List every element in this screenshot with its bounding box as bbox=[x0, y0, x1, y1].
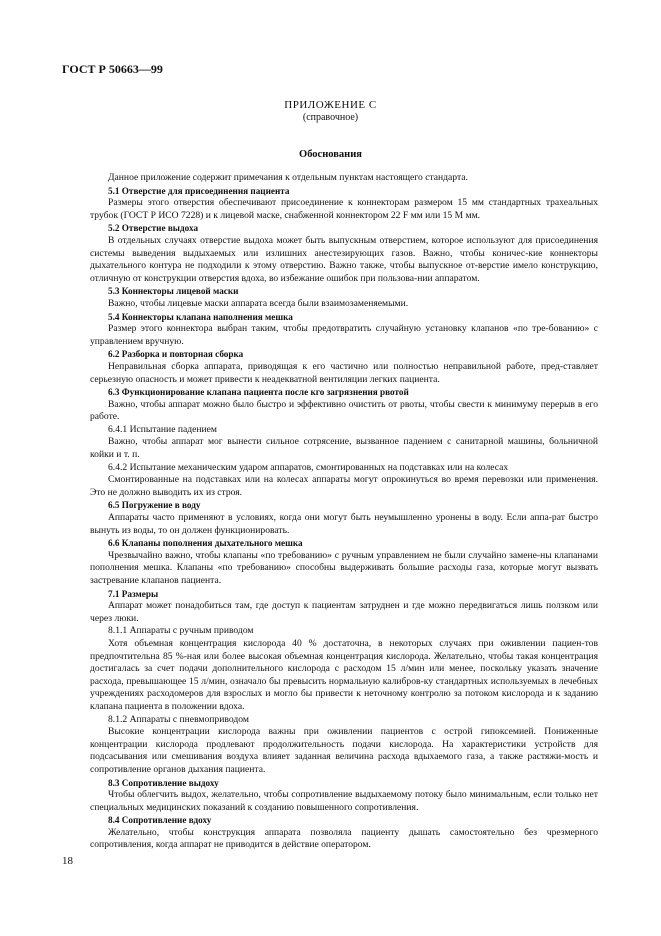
heading-5-2: 5.2 Отверстие выдоха bbox=[108, 223, 199, 234]
document-body bbox=[90, 172, 598, 852]
page-number: 18 bbox=[62, 855, 73, 867]
document-number: ГОСТ Р 50663—99 bbox=[62, 62, 163, 76]
heading-6-2: 6.2 Разборка и повторная сборка bbox=[108, 349, 244, 360]
heading-5-1: 5.1 Отверстие для присоединения пациента bbox=[108, 185, 290, 196]
paragraph-6-3: Важно, чтобы аппарат можно было быстро и эффективно очистить от рвоты, чтобы свести к минимуму перерыв в его работе. bbox=[90, 398, 598, 423]
paragraph-5-4: Размер этого коннектора выбран таким, чтобы предотвратить случайную установку клапанов «по тре-бованию» с управлением вручную. bbox=[90, 323, 598, 347]
heading-6-4-1: 6.4.1 Испытание падением bbox=[108, 423, 217, 435]
appendix-title: ПРИЛОЖЕНИЕ С bbox=[284, 99, 377, 111]
paragraph-6-6: Чрезвычайно важно, чтобы клапаны «по требованию» с ручным управлением не были случайно замене-ны клапанами пополнения мешка. Клапаны «по требованию» способны выдерживать большие расходы газа, которые могут вызвать застревание клапанов пациента. bbox=[90, 549, 598, 586]
paragraph-5-3: Важно, чтобы лицевые маски аппарата всегда были взаимозаменяемыми. bbox=[108, 297, 409, 309]
heading-6-3: 6.3 Функционирование клапана пациента после кго загрязнения рвотой bbox=[108, 387, 409, 398]
paragraph-8-3: Чтобы облегчить выдох, желательно, чтобы сопротивление выдыхаемому потоку было минимальным, если только нет специальных медицинских показаний к созданию повышенного сопротивления. bbox=[90, 789, 598, 813]
paragraph-8-4: Желательно, чтобы конструкция аппарата позволяла пациенту дышать самостоятельно без чрезмерного сопротивления, когда аппарат не приводится в действие оператором. bbox=[90, 826, 598, 851]
paragraph-8-1-2: Высокие концентрации кислорода важны при оживлении пациентов с острой гипоксемией. Пониженные концентрации кислорода продлевают продолжительность подачи кислорода. На характеристики устройств для подсасывания или смешивания воздуха влияет заданная величина расхода вдыхаемого газа, а также растяжи-мость и сопротивление органов дыхания пациента. bbox=[90, 726, 598, 775]
heading-5-4: 5.4 Коннекторы клапана наполнения мешка bbox=[108, 311, 293, 322]
heading-6-5: 6.5 Погружение в воду bbox=[108, 500, 201, 511]
heading-6-6: 6.6 Клапаны пополнения дыхательного мешка bbox=[108, 538, 303, 549]
section-heading: Обоснования bbox=[299, 149, 362, 160]
heading-5-3: 5.3 Коннекторы лицевой маски bbox=[108, 286, 239, 297]
heading-6-4-2: 6.4.2 Испытание механическим ударом аппаратов, смонтированных на подставках или на колесах bbox=[108, 461, 509, 473]
paragraph-6-4-2: Смонтированные на подставках или на колесах аппараты могут опрокинуться во время перевозки или применения. Это не должно выводить их из строя. bbox=[90, 474, 598, 498]
heading-8-1-1: 8.1.1 Аппараты с ручным приводом bbox=[108, 625, 254, 637]
heading-8-3: 8.3 Сопротивление выдоху bbox=[108, 777, 219, 788]
heading-8-1-2: 8.1.2 Аппараты с пневмоприводом bbox=[108, 713, 249, 725]
paragraph-8-1-1: Хотя объемная концентрация кислорода 40 % достаточна, в некоторых случаях при оживлении пациен-тов предпочтительна 85 %-ная или более высокая объемная концентрация кислорода. Желательно, чтобы такая концентрация достигалась за счет подачи дополнительного кислорода с расходом 15 л/мин или менее, поскольку указать значение расхода, превышающее 15 л/мин, означало бы превысить нормальную калибров-ку стандартных используемых в лечебных учреждениях расходомеров для взрослых и могло бы привести к неточному контролю за потоком кислорода и к заданию клапана пациента в положении вдоха. bbox=[90, 637, 598, 712]
paragraph-6-4-1: Важно, чтобы аппарат мог вынести сильное сотрясение, вызванное падением с санитарной машины, больничной койки и т. п. bbox=[90, 436, 598, 461]
appendix-subtitle: (справочное) bbox=[302, 112, 359, 123]
paragraph-7-1: Аппарат может понадобиться там, где доступ к пациентам затруднен и где можно передвигаться лишь ползком или через люки. bbox=[90, 600, 598, 624]
paragraph-6-2: Неправильная сборка аппарата, приводящая к его частично или полностью неправильной работе, пред-ставляет серьезную опасность и может привести к неадекватной вентиляции легких пациента. bbox=[90, 360, 598, 385]
heading-8-4: 8.4 Сопротивление вдоху bbox=[108, 815, 212, 826]
paragraph-6-5: Аппараты часто применяют в условиях, когда они могут быть неумышленно уронены в воду. Если аппа-рат быстро вынуть из воды, то он должен функционировать. bbox=[90, 512, 598, 536]
intro-paragraph: Данное приложение содержит примечания к отдельным пунктам настоящего стандарта. bbox=[108, 172, 468, 183]
paragraph-5-2: В отдельных случаях отверстие выдоха может быть выпускным отверстием, которое используют для присоединения системы выведения выдыхаемых или излишних анестезирующих газов. Важно, чтобы коничес-кие коннекторы дыхательного контура не подходили к этому отверстию. Важно также, чтобы выпускное от-верстие имело конструкцию, отличную от конструкции отверстия вдоха, во избежание ошибок при пользова-нии аппаратом. bbox=[90, 234, 598, 284]
paragraph-5-1: Размеры этого отверстия обеспечивают присоединение к коннекторам размером 15 мм стандартных трахеальных трубок (ГОСТ Р ИСО 7228) и к лицевой маске, снабженной коннектором 22 F мм или 15 М мм. bbox=[90, 197, 598, 221]
heading-7-1: 7.1 Размеры bbox=[108, 588, 159, 599]
